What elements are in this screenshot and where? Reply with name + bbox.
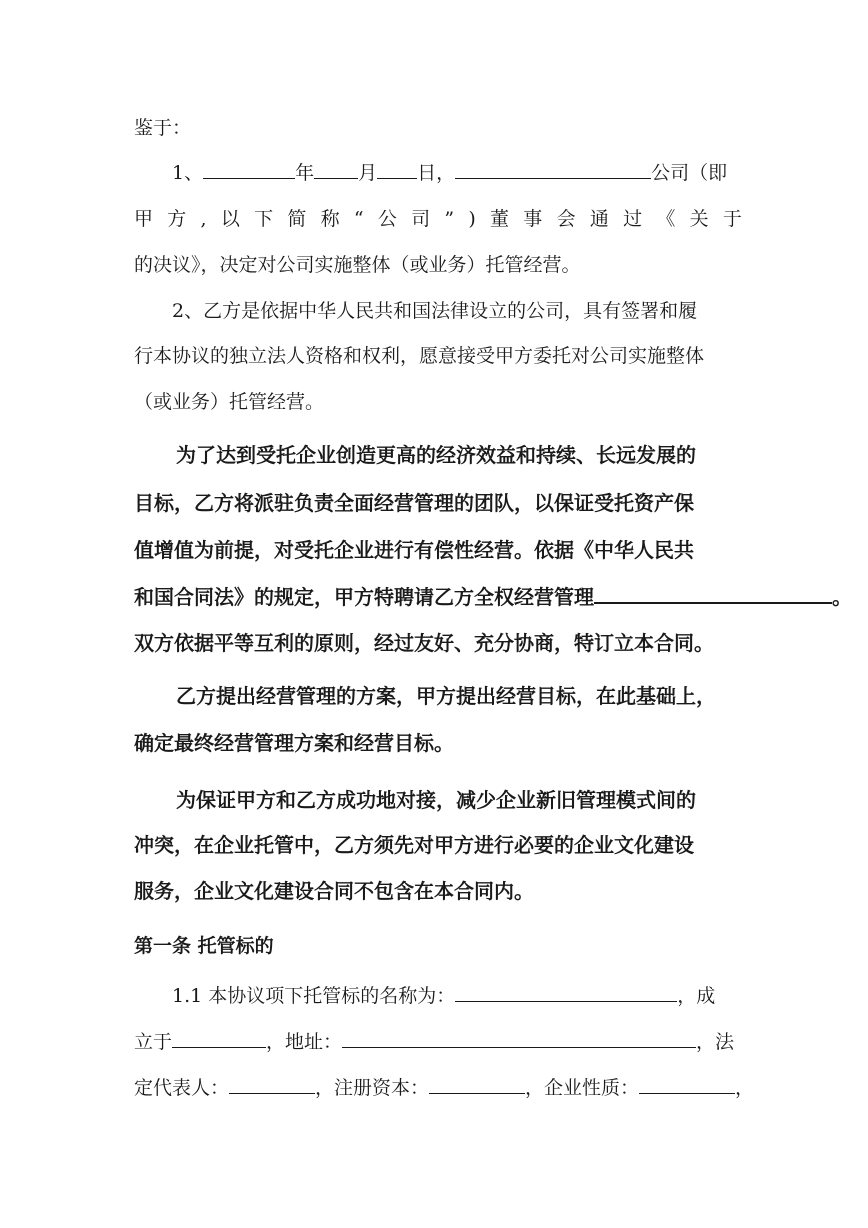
item-2-line-3: （或业务）托管经营。 bbox=[134, 391, 325, 413]
para-3-line-2: 冲突，在企业托管中，乙方须先对甲方进行必要的企业文化建设 bbox=[134, 833, 694, 857]
blank-enterprise-nature bbox=[639, 1075, 735, 1094]
day-label: 日， bbox=[417, 162, 456, 184]
char: 关 bbox=[689, 208, 709, 230]
para-3-line-1: 为保证甲方和乙方成功地对接，减少企业新旧管理模式间的 bbox=[176, 788, 696, 812]
item-2-line-1: 2、乙方是依据中华人民共和国法律设立的公司，具有签署和履 bbox=[172, 300, 698, 322]
established-label: 立于 bbox=[134, 1031, 173, 1053]
line-end: ，成 bbox=[677, 985, 716, 1007]
blank-established bbox=[172, 1029, 266, 1048]
char: 甲 bbox=[134, 208, 154, 230]
char: 通 bbox=[589, 208, 609, 230]
article-1-line-1 bbox=[172, 983, 715, 1008]
item-2-line-2: 行本协议的独立法人资格和权利，愿意接受甲方委托对公司实施整体 bbox=[134, 345, 705, 367]
whereas-heading: 鉴于： bbox=[134, 117, 192, 139]
para-2-line-2: 确定最终经营管理方案和经营目标。 bbox=[134, 731, 454, 755]
char: “ bbox=[353, 208, 364, 230]
char: 简 bbox=[287, 208, 307, 230]
article-1-title: 第一条 托管标的 bbox=[134, 935, 274, 957]
char: 称 bbox=[320, 208, 340, 230]
registered-capital-label: ，注册资本： bbox=[315, 1077, 430, 1099]
blank-day bbox=[377, 160, 417, 179]
char: 以 bbox=[220, 208, 240, 230]
para-1-line-1: 为了达到受托企业创造更高的经济效益和持续、长远发展的 bbox=[176, 443, 696, 467]
blank-month bbox=[314, 160, 358, 179]
item-1-number: 1、 bbox=[172, 162, 204, 184]
para-1-line-2: 目标，乙方将派驻负责全面经营管理的团队，以保证受托资产保 bbox=[134, 491, 694, 515]
char: , bbox=[200, 208, 207, 230]
char: 公 bbox=[377, 208, 397, 230]
char: ) bbox=[468, 208, 476, 230]
year-label: 年 bbox=[295, 162, 315, 184]
char: 事 bbox=[523, 208, 543, 230]
blank-registered-capital bbox=[429, 1075, 525, 1094]
item-1-line-3: 的决议》，决定对公司实施整体（或业务）托管经营。 bbox=[134, 254, 581, 276]
char: 会 bbox=[556, 208, 576, 230]
char: 方 bbox=[167, 208, 187, 230]
char: 于 bbox=[722, 208, 742, 230]
item-1-line-1 bbox=[172, 160, 727, 185]
blank-target-name bbox=[455, 983, 677, 1002]
char: ” bbox=[444, 208, 455, 230]
blank-company bbox=[455, 160, 651, 179]
blank-address bbox=[342, 1029, 696, 1048]
article-1-line-3 bbox=[134, 1075, 754, 1100]
line-end: ， bbox=[735, 1077, 755, 1099]
month-label: 月 bbox=[358, 162, 378, 184]
para-1-line-3: 值增值为前提，对受托企业进行有偿性经营。依据《中华人民共 bbox=[134, 538, 694, 562]
char: 下 bbox=[254, 208, 274, 230]
blank-legal-rep bbox=[229, 1075, 315, 1094]
blank-year bbox=[203, 160, 295, 179]
para-2-line-1: 乙方提出经营管理的方案，甲方提出经营目标，在此基础上， bbox=[176, 684, 716, 708]
char: 过 bbox=[623, 208, 643, 230]
target-name-label: 1.1 本协议项下托管标的名称为： bbox=[172, 985, 456, 1007]
line-end: ，法 bbox=[696, 1031, 735, 1053]
blank-managed-target bbox=[594, 584, 832, 604]
para-3-line-3: 服务，企业文化建设合同不包含在本合同内。 bbox=[134, 879, 534, 903]
char: 司 bbox=[411, 208, 431, 230]
char: 董 bbox=[490, 208, 510, 230]
company-label: 公司（即 bbox=[651, 162, 728, 184]
char: 《 bbox=[656, 208, 676, 230]
para-1-line-5: 双方依据平等互利的原则，经过友好、充分协商，特订立本合同。 bbox=[134, 631, 714, 655]
period: 。 bbox=[832, 585, 852, 609]
item-1-line-2 bbox=[134, 207, 742, 231]
para-1-line-4 bbox=[134, 584, 852, 609]
para-1-line-4-text: 和国合同法》的规定，甲方特聘请乙方全权经营管理 bbox=[134, 585, 594, 609]
address-label: ，地址： bbox=[266, 1031, 343, 1053]
enterprise-nature-label: ，企业性质： bbox=[525, 1077, 640, 1099]
legal-rep-label: 定代表人： bbox=[134, 1077, 230, 1099]
article-1-line-2 bbox=[134, 1029, 734, 1054]
